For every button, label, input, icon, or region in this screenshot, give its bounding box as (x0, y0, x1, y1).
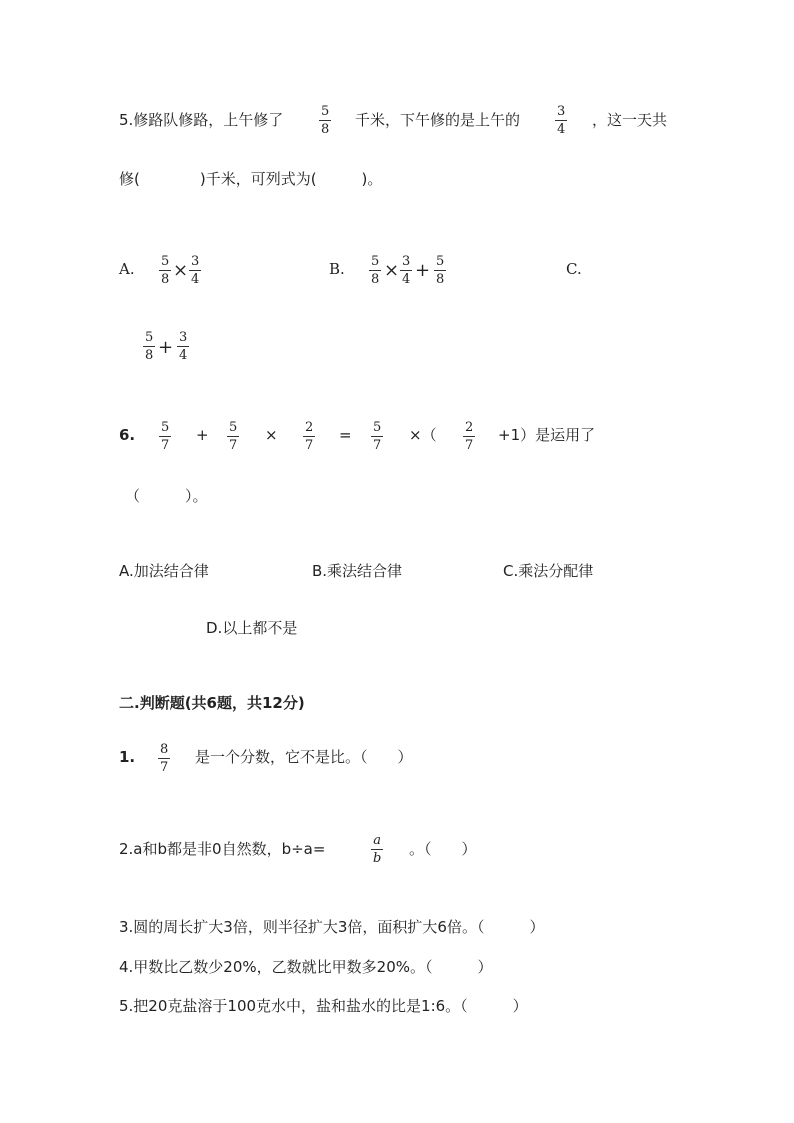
denominator: 8 (161, 272, 170, 287)
q5-option-a-fraction-2 (189, 255, 201, 286)
q5-option-c-plus: + (158, 337, 174, 358)
denominator: 7 (305, 438, 314, 453)
q5-option-b-times: × (384, 260, 400, 281)
q5-option-c-fraction-2 (177, 331, 189, 362)
q6-tail: +1）是运用了 (498, 426, 596, 444)
j1-fraction (158, 743, 170, 774)
numerator: 5 (373, 420, 382, 435)
denominator: 8 (436, 272, 445, 287)
numerator: 5 (229, 420, 238, 435)
j2-text-a: 2.a和b都是非0自然数，b÷a= (119, 840, 326, 858)
q6-fraction-2 (227, 421, 239, 452)
j1-text: 是一个分数，它不是比。（ ） (195, 748, 413, 766)
denominator: 4 (191, 272, 200, 287)
denominator: 4 (179, 348, 188, 363)
q6-equals: = (339, 426, 352, 444)
j2-text-b: 。（ ） (409, 840, 477, 858)
q5-option-a-times: × (173, 260, 189, 281)
q6-option-c: C.乘法分配律 (503, 562, 594, 580)
numerator: 2 (465, 420, 474, 435)
denominator: 4 (402, 272, 411, 287)
denominator: 7 (161, 438, 170, 453)
denominator: 8 (371, 272, 380, 287)
q6-times-open: ×（ (409, 426, 437, 444)
j2-fraction (371, 834, 383, 865)
q5-text-c: ，这一天共 (592, 111, 668, 129)
numerator: 3 (557, 104, 566, 119)
j3-text: 3.圆的周长扩大3倍，则半径扩大3倍，面积扩大6倍。（ ） (119, 918, 545, 936)
numerator: 2 (305, 420, 314, 435)
denominator: 7 (373, 438, 382, 453)
q6-option-b: B.乘法结合律 (312, 562, 403, 580)
numerator: 5 (145, 330, 154, 345)
denominator: b (373, 851, 382, 866)
numerator: 3 (179, 330, 188, 345)
numerator: 5 (371, 254, 380, 269)
q5-option-a-label: A. (119, 260, 135, 278)
q5-option-b-fraction-3 (434, 255, 446, 286)
q5-option-b-fraction-2 (400, 255, 412, 286)
q6-fraction-1 (159, 421, 171, 452)
q6-option-d: D.以上都不是 (206, 619, 298, 637)
numerator: 5 (321, 104, 330, 119)
q5-text-a: 5.修路队修路，上午修了 (119, 111, 284, 129)
numerator: 3 (402, 254, 411, 269)
q5-option-b-plus: + (415, 260, 431, 281)
numerator: 8 (160, 742, 169, 757)
q6-line-2: （ ）。 (125, 487, 208, 505)
q6-fraction-3 (303, 421, 315, 452)
q6-label: 6. (119, 426, 136, 444)
q5-fraction-1 (319, 105, 331, 136)
q5-option-b-label: B. (329, 260, 345, 278)
q5-option-c-fraction-1 (143, 331, 155, 362)
q6-fraction-5 (463, 421, 475, 452)
denominator: 8 (145, 348, 154, 363)
denominator: 7 (229, 438, 238, 453)
j4-text: 4.甲数比乙数少20%，乙数就比甲数多20%。（ ） (119, 958, 493, 976)
denominator: 7 (465, 438, 474, 453)
j5-text: 5.把20克盐溶于100克水中，盐和盐水的比是1:6。（ ） (119, 997, 528, 1015)
numerator: 5 (436, 254, 445, 269)
q5-option-c-label: C. (566, 260, 582, 278)
numerator: 5 (161, 254, 170, 269)
q5-fraction-2 (555, 105, 567, 136)
numerator: 3 (191, 254, 200, 269)
q6-times-1: × (265, 426, 278, 444)
j1-label: 1. (119, 748, 136, 766)
denominator: 8 (321, 122, 330, 137)
denominator: 7 (160, 760, 169, 775)
q5-text-b: 千米，下午修的是上午的 (355, 111, 521, 129)
q5-line-2: 修( )千米，可列式为( )。 (119, 170, 383, 188)
section-title: 二.判断题(共6题，共12分) (119, 694, 305, 712)
q6-option-a: A.加法结合律 (119, 562, 209, 580)
numerator: a (373, 833, 382, 848)
q6-plus: + (196, 426, 209, 444)
q6-fraction-4 (371, 421, 383, 452)
numerator: 5 (161, 420, 170, 435)
q5-option-a-fraction-1 (159, 255, 171, 286)
denominator: 4 (557, 122, 566, 137)
q5-option-b-fraction-1 (369, 255, 381, 286)
